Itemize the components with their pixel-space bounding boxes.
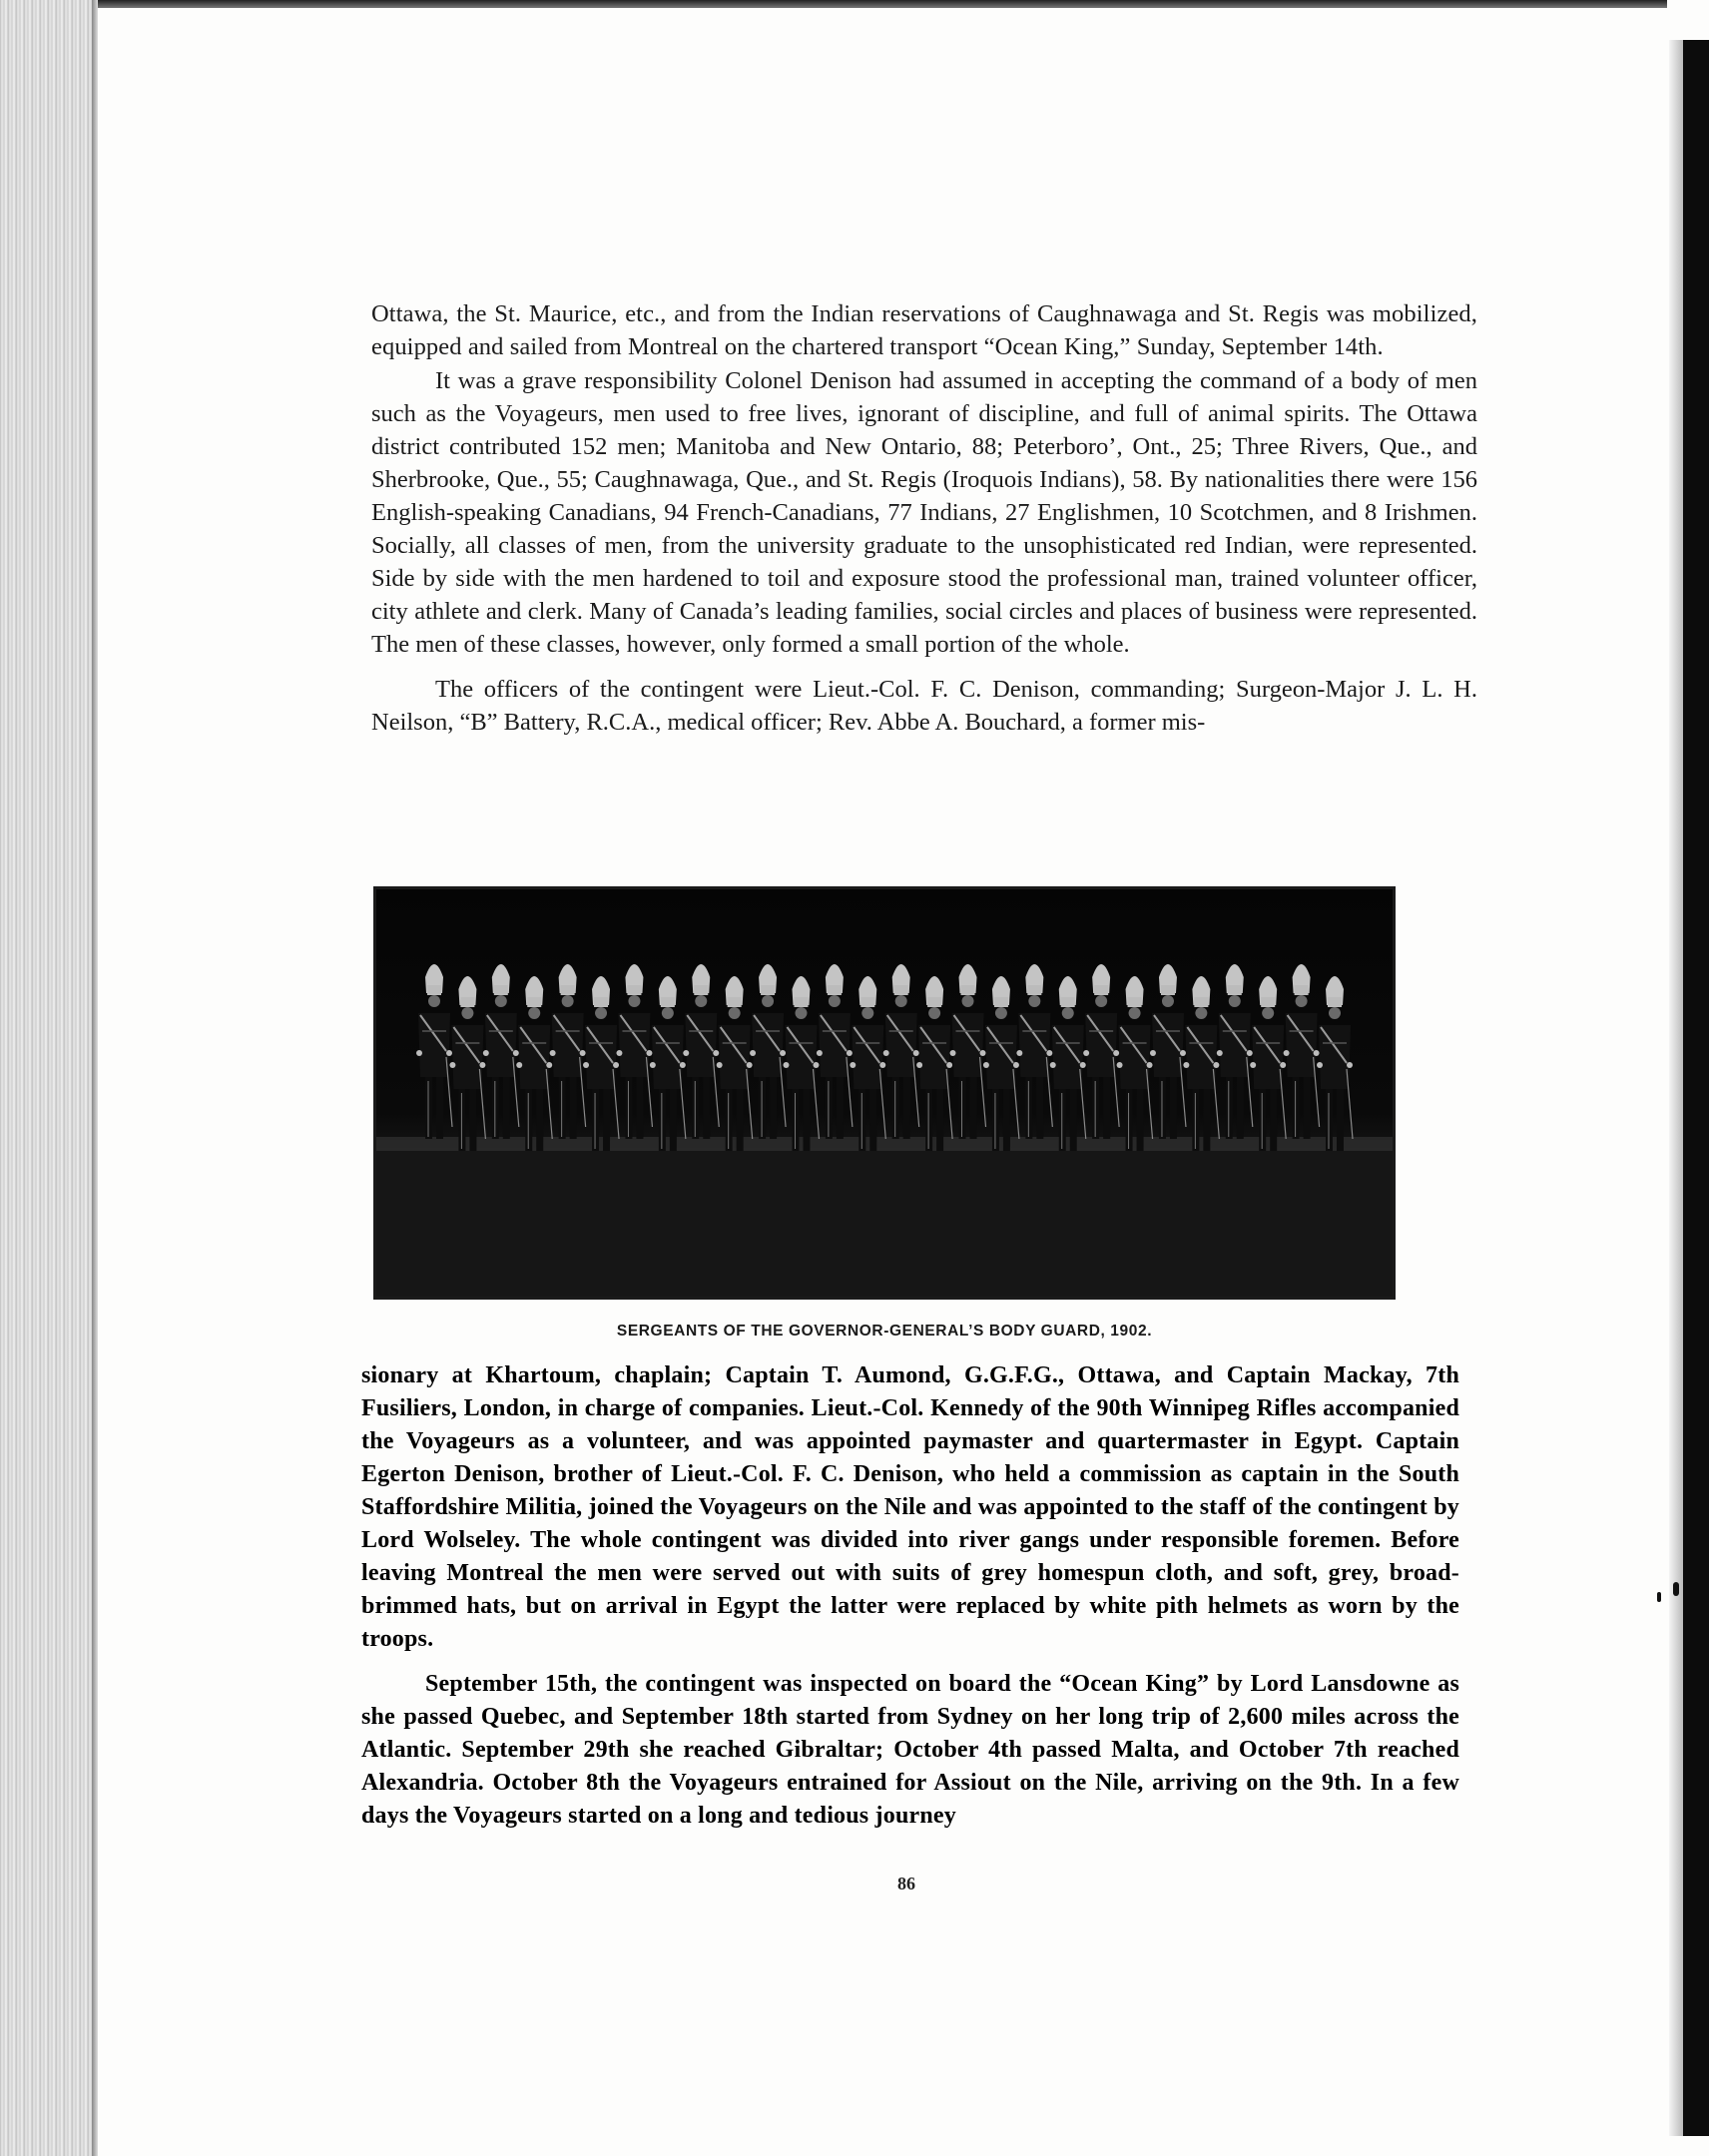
body-paragraph: Ottawa, the St. Maurice, etc., and from the Indian reservations of Caughnawaga and St. Regis was mobilized, equipped and sailed from Montreal on the chartered transport “Ocean King,” Sunday, September 14th. — [371, 300, 1477, 360]
margin-mark — [1657, 1592, 1661, 1602]
upper-text-block — [371, 297, 1477, 739]
scan-right-border — [1683, 40, 1709, 2136]
right-page-gutter — [1669, 40, 1683, 2136]
margin-mark — [1673, 1582, 1679, 1596]
scan-top-edge — [30, 0, 1667, 8]
lower-text-block — [361, 1359, 1459, 1833]
figure-caption: SERGEANTS OF THE GOVERNOR-GENERAL’S BODY GUARD, 1902. — [616, 1323, 1153, 1340]
body-paragraph: September 15th, the contingent was inspected on board the “Ocean King” by Lord Lansdowne as she passed Quebec, and September 18th started from Sydney on her long trip of 2,600 miles across the Atlantic. September 29th she reached Gibraltar; October 4th passed Malta, and October 7th reached Alexandria. October 8th the Voyageurs entrained for Assiout on the Nile, arriving on the 9th. In a few days the Voyageurs started on a long and tedious journey — [361, 1671, 1459, 1829]
body-paragraph: sionary at Khartoum, chaplain; Captain T. Aumond, G.G.F.G., Ottawa, and Captain Mackay, 7th Fusiliers, London, in charge of companies. Lieut.-Col. Kennedy of the 90th Winnipeg Rifles accompanied the Voyageurs as a volunteer, and was appointed paymaster and quartermaster in Egypt. Captain Egerton Denison, brother of Lieut.-Col. F. C. Denison, who held a commission as captain in the South Staffordshire Militia, joined the Voyageurs on the Nile and was appointed to the staff of the contingent by Lord Wolseley. The whole contingent was divided into river gangs under responsible foremen. Before leaving Montreal the men were served out with suits of grey homespun cloth, and soft, grey, broad-brimmed hats, but on arrival in Egypt the latter were replaced by white pith helmets as worn by the troops. — [361, 1362, 1459, 1652]
body-paragraph: The officers of the contingent were Lieut.-Col. F. C. Denison, commanding; Surgeon-Major J. L. H. Neilson, “B” Battery, R.C.A., medical officer; Rev. Abbe A. Bouchard, a former mis- — [371, 676, 1477, 736]
sergeants-group-photograph — [376, 889, 1393, 1297]
book-page-stack-edge — [0, 0, 92, 2156]
page-number: 86 — [897, 1874, 915, 1893]
body-paragraph: It was a grave responsibility Colonel Denison had assumed in accepting the command of a body of men such as the Voyageurs, men used to free lives, ignorant of discipline, and full of animal spirits. The Ottawa district contributed 152 men; Manitoba and New Ontario, 88; Peterboro’, Ont., 25; Three Rivers, Que., and Sherbrooke, Que., 55; Caughnawaga, Que., and St. Regis (Iroquois Indians), 58. By nationalities there were 156 English-speaking Canadians, 94 French-Canadians, 77 Indians, 27 Englishmen, 10 Scotchmen, and 8 Irishmen. Socially, all classes of men, from the university graduate to the unsophisticated red Indian, were represented. Side by side with the men hardened to toil and exposure stood the professional man, trained volunteer officer, city athlete and clerk. Many of Canada’s leading families, social circles and places of business were represented. The men of these classes, however, only formed a small portion of the whole. — [371, 367, 1477, 658]
photograph-frame — [373, 886, 1396, 1300]
